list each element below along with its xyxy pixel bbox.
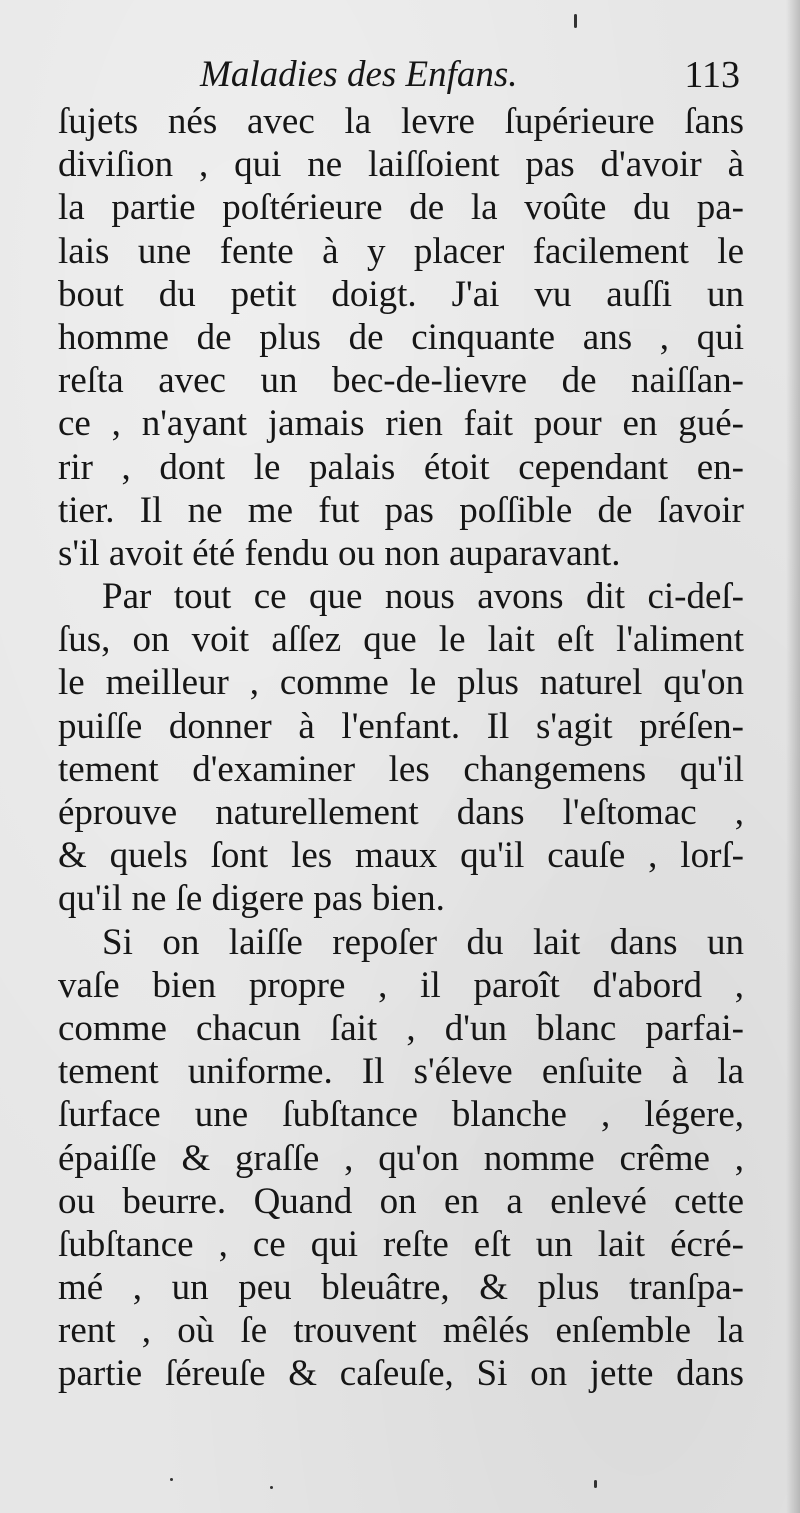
text-line: ſurface une ſubſtance blanche , légere, (58, 1094, 744, 1136)
text-line: vaſe bien propre , il paroît d'abord , (58, 964, 744, 1006)
ink-speck (594, 1480, 597, 1488)
page-number: 113 (684, 54, 740, 96)
text-line: la partie poſtérieure de la voûte du pa- (58, 187, 744, 229)
text-line: rent , où ſe trouvent mêlés enſemble la (58, 1310, 744, 1352)
paragraph-first-line: Si on laiſſe repoſer du lait dans un (102, 921, 744, 963)
text-line: reſta avec un bec-de-lievre de naiſſan- (58, 360, 744, 402)
text-line: puiſſe donner à l'enfant. Il s'agit préſen- (58, 705, 744, 747)
text-line: ſubſtance , ce qui reſte eſt un lait écré- (58, 1223, 744, 1265)
ink-speck (170, 1478, 173, 1481)
text-line: mé , un peu bleuâtre, & plus tranſpa- (58, 1267, 744, 1309)
text-line: ou beurre. Quand on en a enlevé cette (58, 1180, 744, 1222)
text-line: ſujets nés avec la levre ſupérieure ſans (58, 101, 744, 142)
text-line: épaiſſe & graſſe , qu'on nomme crême , (58, 1137, 744, 1179)
text-line: homme de plus de cinquante ans , qui (58, 316, 744, 358)
page-header (200, 50, 740, 100)
text-line: ſus, on voit aſſez que le lait eſt l'aliment (58, 619, 744, 661)
text-line: rir , dont le palais étoit cependant en- (58, 446, 744, 488)
ink-speck (270, 1486, 273, 1489)
text-line: tier. Il ne me fut pas poſſible de ſavoir (58, 489, 744, 531)
body-text (58, 100, 744, 1396)
running-title: Maladies des Enfans. (200, 54, 518, 95)
text-line: tement d'examiner les changemens qu'il (58, 748, 744, 790)
text-line: qu'il ne ſe digere pas bien. (58, 878, 445, 920)
text-line: ce , n'ayant jamais rien fait pour en gué- (58, 403, 744, 445)
text-line: éprouve naturellement dans l'eſtomac , (58, 792, 744, 833)
ink-speck (574, 14, 577, 28)
text-line: lais une fente à y placer facilement le (58, 230, 744, 272)
text-line: comme chacun ſait , d'un blanc parfai- (58, 1007, 744, 1049)
text-line: diviſion , qui ne laiſſoient pas d'avoir à (58, 144, 744, 186)
text-line: partie ſéreuſe & caſeuſe, Si on jette dans (58, 1353, 744, 1395)
paragraph-first-line: Par tout ce que nous avons dit ci-deſ- (102, 576, 744, 618)
text-line: & quels ſont les maux qu'il cauſe , lorſ- (58, 835, 744, 877)
page-edge-shadow (786, 0, 800, 1513)
text-line: tement uniforme. Il s'éleve enſuite à la (58, 1051, 744, 1093)
text-line: bout du petit doigt. J'ai vu auſſi un (58, 273, 744, 315)
text-line: s'il avoit été fendu ou non auparavant. (58, 532, 621, 574)
text-line: le meilleur , comme le plus naturel qu'on (58, 662, 744, 704)
